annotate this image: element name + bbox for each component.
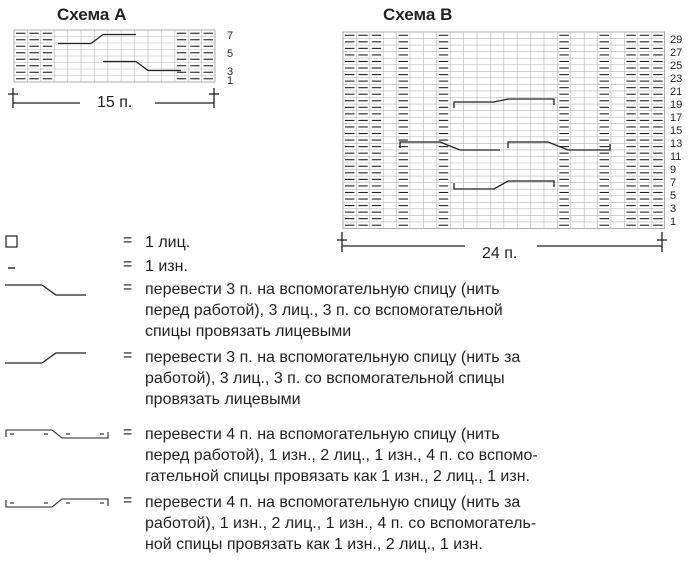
schema-b-grid xyxy=(343,32,665,229)
cable-front-4-icon xyxy=(4,426,112,446)
legend-equals: = xyxy=(123,232,133,249)
schema-b-row-numbers xyxy=(670,34,682,228)
row-number: 27 xyxy=(670,47,683,59)
schema-b-chart xyxy=(0,0,690,270)
purl-dash-icon xyxy=(5,264,19,270)
legend-equals: = xyxy=(123,347,133,364)
legend-description: 1 лиц. xyxy=(145,234,191,251)
row-number: 5 xyxy=(227,48,234,60)
row-number: 1 xyxy=(670,216,677,228)
legend-equals: = xyxy=(123,492,133,509)
schema-b-width-label: 24 п. xyxy=(482,245,518,262)
legend-description: 1 изн. xyxy=(145,258,188,275)
schema-a-title: Схема А xyxy=(57,5,127,24)
row-number: 11 xyxy=(670,151,682,163)
schema-b-title: Схема В xyxy=(383,5,453,24)
cable-front-3-icon xyxy=(4,281,88,301)
row-number: 13 xyxy=(670,138,683,150)
row-number: 9 xyxy=(670,164,677,176)
row-number: 29 xyxy=(670,34,683,46)
row-number: 5 xyxy=(670,190,677,202)
row-number: 7 xyxy=(227,30,234,42)
legend-description: перевести 4 п. на вспомогательную спицу (нить перед работой), 1 изн., 2 лиц., 1 изн., 4 п. со вспомо- гательной спицы провязать как 1 изн., 2 лиц., 1 изн. xyxy=(145,426,538,485)
legend-equals: = xyxy=(123,424,133,441)
row-number: 23 xyxy=(670,73,683,85)
cable-back-4-icon xyxy=(4,494,112,514)
row-number: 17 xyxy=(670,112,683,124)
empty-square-icon xyxy=(5,235,19,249)
legend-equals: = xyxy=(123,279,133,296)
legend-equals: = xyxy=(123,256,133,273)
cable-back-3-icon xyxy=(4,349,88,369)
schema-b-cables xyxy=(400,99,610,189)
row-number: 3 xyxy=(227,66,234,78)
row-number: 3 xyxy=(670,203,677,215)
row-number: 1 xyxy=(227,75,234,87)
legend-description: перевести 3 п. на вспомогательную спицу (нить перед работой), 3 лиц., 3 п. со вспомогательной спицы провязать лицевыми xyxy=(145,281,503,340)
row-number: 15 xyxy=(670,125,683,137)
legend-description: перевести 3 п. на вспомогательную спицу (нить за работой), 3 лиц., 3 п. со вспомогательной спицы провязать лицевыми xyxy=(145,349,521,408)
row-number: 19 xyxy=(670,99,683,111)
legend-description: перевести 4 п. на вспомогательную спицу (нить за работой), 1 изн., 2 лиц., 1 изн., 4 п. со вспомогатель- ной спицы провязать как 1 изн., 2 лиц., 1 изн. xyxy=(145,494,537,553)
schema-a-width-label: 15 п. xyxy=(97,94,133,111)
row-number: 25 xyxy=(670,60,683,72)
row-number: 7 xyxy=(670,177,677,189)
row-number: 21 xyxy=(670,86,683,98)
